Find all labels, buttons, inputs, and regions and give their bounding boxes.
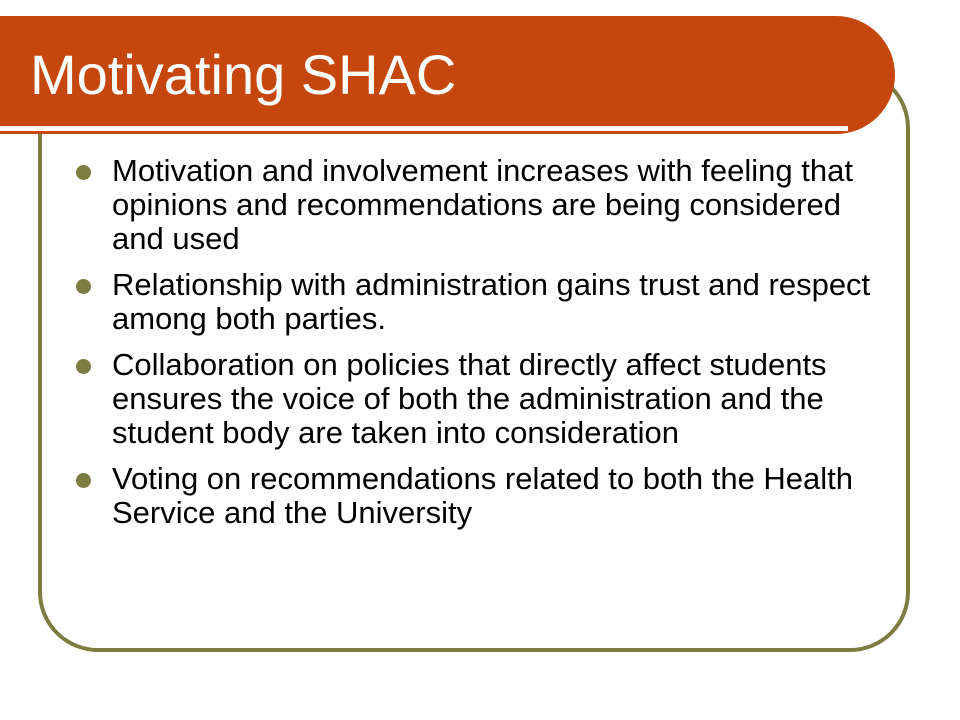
bullet-text: Motivation and involvement increases with feeling that opinions and recommendations are being considered and used bbox=[112, 153, 853, 256]
bullet-dot-icon bbox=[76, 165, 91, 180]
title-underline bbox=[0, 126, 848, 131]
bullet-text: Collaboration on policies that directly affect students ensures the voice of both the administration and the student body are taken into consideration bbox=[112, 347, 827, 450]
bullet-dot-icon bbox=[76, 473, 91, 488]
bullet-dot-icon bbox=[76, 359, 91, 374]
bullet-item bbox=[76, 462, 876, 530]
bullet-item bbox=[76, 348, 876, 450]
bullet-item bbox=[76, 268, 876, 336]
bullet-text: Relationship with administration gains trust and respect among both parties. bbox=[112, 267, 871, 336]
bullet-text: Voting on recommendations related to both the Health Service and the University bbox=[112, 461, 854, 530]
bullet-dot-icon bbox=[76, 279, 91, 294]
bullet-item bbox=[76, 154, 876, 256]
bullet-list bbox=[76, 154, 876, 542]
slide-title: Motivating SHAC bbox=[30, 43, 457, 106]
